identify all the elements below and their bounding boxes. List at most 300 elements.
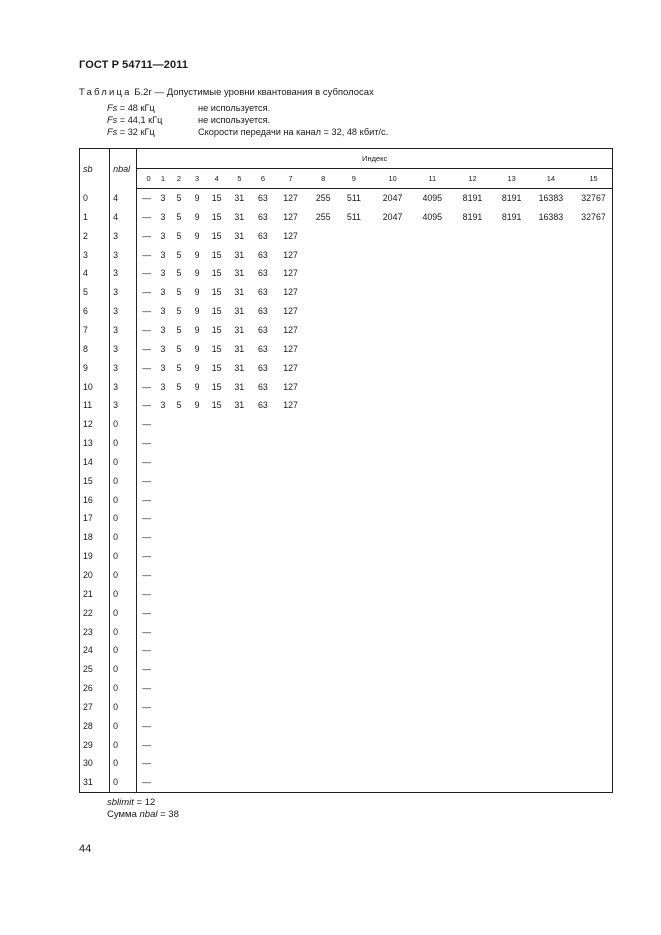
cell-value: [527, 622, 575, 641]
cell-value: [497, 773, 527, 792]
cell-value: [416, 415, 448, 434]
cell-value: [308, 566, 339, 585]
cell-value: 2047: [382, 211, 403, 222]
cell-value: [273, 679, 307, 698]
cell-value: 15: [211, 287, 222, 298]
cell-value: [339, 679, 369, 698]
sblimit-var: sblimit: [107, 797, 134, 808]
table-row: [80, 566, 613, 585]
cell-value: —: [142, 475, 152, 486]
cell-value: [171, 660, 187, 679]
cell-value: [369, 490, 416, 509]
cell-value: [448, 226, 496, 245]
cell-value: [155, 735, 171, 754]
cell-value: [527, 226, 575, 245]
sum-label: Сумма: [107, 809, 140, 820]
cell-value: [527, 453, 575, 472]
cell-value: [527, 490, 575, 509]
cell-value: [527, 566, 575, 585]
cell-sb: 29: [80, 735, 110, 754]
cell-value: 9: [194, 193, 200, 204]
cell-value: [369, 283, 416, 302]
cell-value: [448, 566, 496, 585]
cell-value: [497, 453, 527, 472]
cell-value: [448, 358, 496, 377]
cell-value: [448, 396, 496, 415]
cell-value: [527, 660, 575, 679]
cell-value: [207, 641, 226, 660]
cell-value: [171, 471, 187, 490]
cell-value: [497, 697, 527, 716]
cell-value: [527, 396, 575, 415]
table-row: [80, 283, 613, 302]
cell-value: [308, 679, 339, 698]
cell-value: 5: [176, 343, 182, 354]
cell-value: [207, 453, 226, 472]
cell-value: [369, 321, 416, 340]
cell-nbal: 0: [110, 509, 137, 528]
cell-value: [369, 679, 416, 698]
cell-value: [448, 302, 496, 321]
cell-value: [339, 641, 369, 660]
cell-value: [252, 679, 273, 698]
cell-value: 3: [160, 381, 166, 392]
cell-value: [171, 735, 187, 754]
cell-value: 5: [176, 193, 182, 204]
cell-value: [273, 509, 307, 528]
cell-value: [575, 226, 613, 245]
table-row: [80, 697, 613, 716]
cell-value: 5: [176, 211, 182, 222]
cell-value: [171, 490, 187, 509]
cell-value: [339, 735, 369, 754]
cell-value: [448, 490, 496, 509]
cell-value: [308, 754, 339, 773]
cell-value: 31: [234, 268, 245, 279]
cell-value: [171, 528, 187, 547]
cell-value: [207, 434, 226, 453]
note-var: Fs: [107, 115, 118, 125]
cell-value: 15: [211, 211, 222, 222]
cell-sb: 24: [80, 641, 110, 660]
table-row: [80, 528, 613, 547]
cell-value: [187, 415, 207, 434]
col-header-sb: sb: [80, 149, 110, 189]
table-row: [80, 321, 613, 340]
cell-value: [226, 622, 252, 641]
cell-value: [369, 547, 416, 566]
cell-value: [575, 415, 613, 434]
sum-var: nbal: [139, 809, 158, 820]
cell-value: 511: [346, 211, 361, 222]
cell-value: [155, 641, 171, 660]
cell-value: [339, 471, 369, 490]
cell-value: [155, 716, 171, 735]
cell-value: [369, 471, 416, 490]
cell-value: [308, 321, 339, 340]
cell-value: 31: [234, 362, 245, 373]
cell-value: [187, 566, 207, 585]
cell-value: [339, 321, 369, 340]
cell-value: [497, 660, 527, 679]
cell-value: [155, 773, 171, 792]
cell-value: [308, 660, 339, 679]
cell-value: 63: [258, 343, 268, 354]
cell-value: 31: [234, 381, 245, 392]
cell-value: [308, 735, 339, 754]
cell-value: 16383: [538, 193, 564, 204]
cell-value: [187, 603, 207, 622]
cell-value: [448, 716, 496, 735]
cell-value: —: [142, 306, 152, 317]
cell-value: [207, 415, 226, 434]
table-row: [80, 471, 613, 490]
cell-value: [252, 584, 273, 603]
cell-nbal: 0: [110, 490, 137, 509]
cell-value: [497, 641, 527, 660]
cell-value: [226, 679, 252, 698]
cell-value: [308, 641, 339, 660]
cell-value: [416, 754, 448, 773]
cell-value: [308, 697, 339, 716]
cell-value: 3: [160, 325, 166, 336]
cell-sb: 1: [80, 208, 110, 227]
cell-value: [448, 697, 496, 716]
cell-value: [497, 509, 527, 528]
cell-value: [497, 396, 527, 415]
cell-value: —: [142, 211, 152, 222]
cell-value: [308, 622, 339, 641]
cell-value: [339, 773, 369, 792]
cell-value: [273, 584, 307, 603]
cell-value: [226, 509, 252, 528]
cell-value: [416, 471, 448, 490]
cell-nbal: 0: [110, 697, 137, 716]
cell-value: [527, 264, 575, 283]
cell-value: 255: [315, 193, 331, 204]
cell-value: 4095: [422, 211, 443, 222]
cell-value: 15: [211, 362, 222, 373]
cell-value: [575, 547, 613, 566]
cell-value: [416, 660, 448, 679]
table-row: [80, 603, 613, 622]
cell-value: [171, 434, 187, 453]
cell-value: 3: [160, 249, 166, 260]
cell-value: [207, 471, 226, 490]
cell-value: [339, 584, 369, 603]
cell-value: [575, 566, 613, 585]
cell-value: 31: [234, 193, 245, 204]
cell-value: [339, 358, 369, 377]
cell-value: 3: [160, 268, 166, 279]
cell-value: 63: [258, 306, 268, 317]
note-text: не используется.: [198, 115, 271, 125]
cell-value: [171, 603, 187, 622]
cell-value: [448, 245, 496, 264]
cell-value: [339, 226, 369, 245]
cell-value: [155, 603, 171, 622]
cell-value: [527, 339, 575, 358]
table-row: [80, 188, 613, 207]
cell-value: [207, 773, 226, 792]
cell-value: [497, 547, 527, 566]
cell-value: [308, 396, 339, 415]
cell-value: 2047: [382, 193, 403, 204]
cell-value: 9: [194, 268, 200, 279]
cell-value: —: [142, 362, 152, 373]
cell-value: [207, 754, 226, 773]
cell-value: [273, 641, 307, 660]
cell-value: [416, 302, 448, 321]
cell-nbal: 0: [110, 773, 137, 792]
cell-nbal: 3: [110, 302, 137, 321]
cell-sb: 4: [80, 264, 110, 283]
table-row: [80, 226, 613, 245]
cell-value: [226, 773, 252, 792]
cell-value: [171, 697, 187, 716]
cell-value: —: [142, 438, 152, 449]
cell-value: 127: [283, 287, 298, 298]
cell-value: [171, 754, 187, 773]
cell-value: [575, 622, 613, 641]
cell-value: [448, 622, 496, 641]
cell-value: —: [142, 569, 152, 580]
cell-nbal: 0: [110, 679, 137, 698]
cell-value: [339, 264, 369, 283]
cell-value: [226, 660, 252, 679]
cell-value: 4095: [422, 193, 443, 204]
cell-value: —: [142, 268, 152, 279]
cell-value: [575, 245, 613, 264]
cell-value: [339, 566, 369, 585]
cell-sb: 7: [80, 321, 110, 340]
cell-value: 3: [160, 362, 166, 373]
cell-value: [527, 641, 575, 660]
sblimit-note: [107, 797, 179, 809]
cell-value: [273, 622, 307, 641]
cell-sb: 8: [80, 339, 110, 358]
cell-value: [527, 584, 575, 603]
cell-value: [252, 641, 273, 660]
cell-value: [252, 716, 273, 735]
cell-value: [575, 773, 613, 792]
cell-sb: 0: [80, 188, 110, 207]
cell-value: [575, 453, 613, 472]
cell-value: [369, 226, 416, 245]
cell-value: [369, 622, 416, 641]
cell-value: 127: [283, 381, 298, 392]
note-rate-value: = 44,1 кГц: [117, 115, 163, 125]
cell-value: [273, 434, 307, 453]
table-footer-notes: [107, 797, 179, 821]
cell-nbal: 0: [110, 754, 137, 773]
cell-value: [207, 603, 226, 622]
cell-value: [339, 603, 369, 622]
cell-value: [575, 660, 613, 679]
cell-value: 3: [160, 343, 166, 354]
cell-value: [308, 358, 339, 377]
cell-value: [575, 679, 613, 698]
cell-value: [497, 603, 527, 622]
cell-nbal: 3: [110, 396, 137, 415]
cell-nbal: 4: [110, 188, 137, 207]
cell-value: [273, 773, 307, 792]
cell-value: 63: [258, 287, 268, 298]
cell-nbal: 0: [110, 603, 137, 622]
cell-sb: 6: [80, 302, 110, 321]
cell-sb: 5: [80, 283, 110, 302]
cell-nbal: 3: [110, 226, 137, 245]
cell-value: 63: [258, 268, 268, 279]
cell-value: [497, 434, 527, 453]
index-col-header: 11: [416, 168, 448, 188]
cell-value: 9: [194, 287, 200, 298]
cell-value: [308, 245, 339, 264]
cell-value: 15: [211, 193, 222, 204]
index-col-header: 10: [369, 168, 416, 188]
cell-value: [155, 547, 171, 566]
cell-value: [207, 735, 226, 754]
cell-value: [187, 434, 207, 453]
cell-value: 9: [194, 306, 200, 317]
cell-value: [171, 415, 187, 434]
cell-value: —: [142, 287, 152, 298]
cell-value: [575, 471, 613, 490]
cell-value: [339, 697, 369, 716]
index-col-header: 14: [527, 168, 575, 188]
cell-value: [252, 697, 273, 716]
cell-value: [226, 754, 252, 773]
cell-value: [369, 754, 416, 773]
cell-value: 127: [283, 268, 298, 279]
cell-value: [226, 584, 252, 603]
cell-value: [497, 339, 527, 358]
cell-value: [416, 584, 448, 603]
cell-value: [339, 509, 369, 528]
cell-value: [155, 566, 171, 585]
cell-value: [187, 622, 207, 641]
cell-value: [497, 716, 527, 735]
cell-sb: 28: [80, 716, 110, 735]
cell-value: [252, 490, 273, 509]
cell-value: [273, 697, 307, 716]
cell-value: [252, 453, 273, 472]
table-row: [80, 245, 613, 264]
cell-value: [497, 302, 527, 321]
table-row: [80, 547, 613, 566]
cell-value: 3: [160, 230, 166, 241]
cell-value: [171, 716, 187, 735]
cell-value: [252, 434, 273, 453]
nbal-sum-note: [107, 809, 179, 821]
cell-value: 127: [283, 211, 298, 222]
cell-value: [527, 547, 575, 566]
cell-value: [226, 716, 252, 735]
cell-value: [497, 245, 527, 264]
cell-value: 16383: [538, 211, 564, 222]
cell-value: [339, 660, 369, 679]
cell-value: [171, 773, 187, 792]
cell-value: [416, 396, 448, 415]
table-row: [80, 509, 613, 528]
cell-sb: 10: [80, 377, 110, 396]
cell-value: 31: [234, 306, 245, 317]
cell-sb: 2: [80, 226, 110, 245]
cell-value: [416, 434, 448, 453]
cell-value: [575, 264, 613, 283]
table-row: [80, 264, 613, 283]
cell-value: [308, 415, 339, 434]
cell-value: [273, 660, 307, 679]
cell-value: 15: [211, 230, 222, 241]
cell-value: [527, 245, 575, 264]
cell-value: [155, 622, 171, 641]
cell-value: [155, 528, 171, 547]
cell-value: [369, 641, 416, 660]
cell-value: [207, 528, 226, 547]
cell-value: [187, 490, 207, 509]
cell-value: [187, 453, 207, 472]
table-row: [80, 490, 613, 509]
table-row: [80, 735, 613, 754]
cell-value: [308, 509, 339, 528]
cell-value: [155, 584, 171, 603]
cell-value: [416, 528, 448, 547]
cell-value: 127: [283, 193, 298, 204]
cell-value: [448, 434, 496, 453]
cell-value: [527, 415, 575, 434]
cell-value: [155, 679, 171, 698]
cell-value: —: [142, 664, 152, 675]
cell-sb: 22: [80, 603, 110, 622]
cell-value: 31: [234, 343, 245, 354]
cell-value: [308, 603, 339, 622]
cell-value: [575, 358, 613, 377]
cell-value: [416, 697, 448, 716]
cell-value: —: [142, 456, 152, 467]
cell-value: —: [142, 343, 152, 354]
cell-value: [155, 434, 171, 453]
cell-value: [273, 566, 307, 585]
cell-value: [207, 490, 226, 509]
cell-value: 8191: [462, 211, 483, 222]
cell-nbal: 0: [110, 641, 137, 660]
cell-value: [339, 547, 369, 566]
cell-value: —: [142, 419, 152, 430]
cell-value: 127: [283, 325, 298, 336]
cell-value: [448, 584, 496, 603]
cell-sb: 11: [80, 396, 110, 415]
cell-value: 5: [176, 325, 182, 336]
cell-value: [252, 773, 273, 792]
cell-value: [207, 584, 226, 603]
index-col-header: 15: [575, 168, 613, 188]
cell-value: [527, 283, 575, 302]
cell-sb: 16: [80, 490, 110, 509]
cell-value: [575, 716, 613, 735]
cell-value: [339, 716, 369, 735]
cell-value: 511: [346, 193, 361, 204]
cell-value: [527, 471, 575, 490]
cell-value: [187, 754, 207, 773]
cell-value: [207, 509, 226, 528]
table-body: [80, 188, 613, 792]
cell-value: —: [142, 701, 152, 712]
cell-value: [252, 660, 273, 679]
cell-value: [252, 622, 273, 641]
cell-value: [448, 264, 496, 283]
quantization-levels-table: [79, 148, 613, 793]
